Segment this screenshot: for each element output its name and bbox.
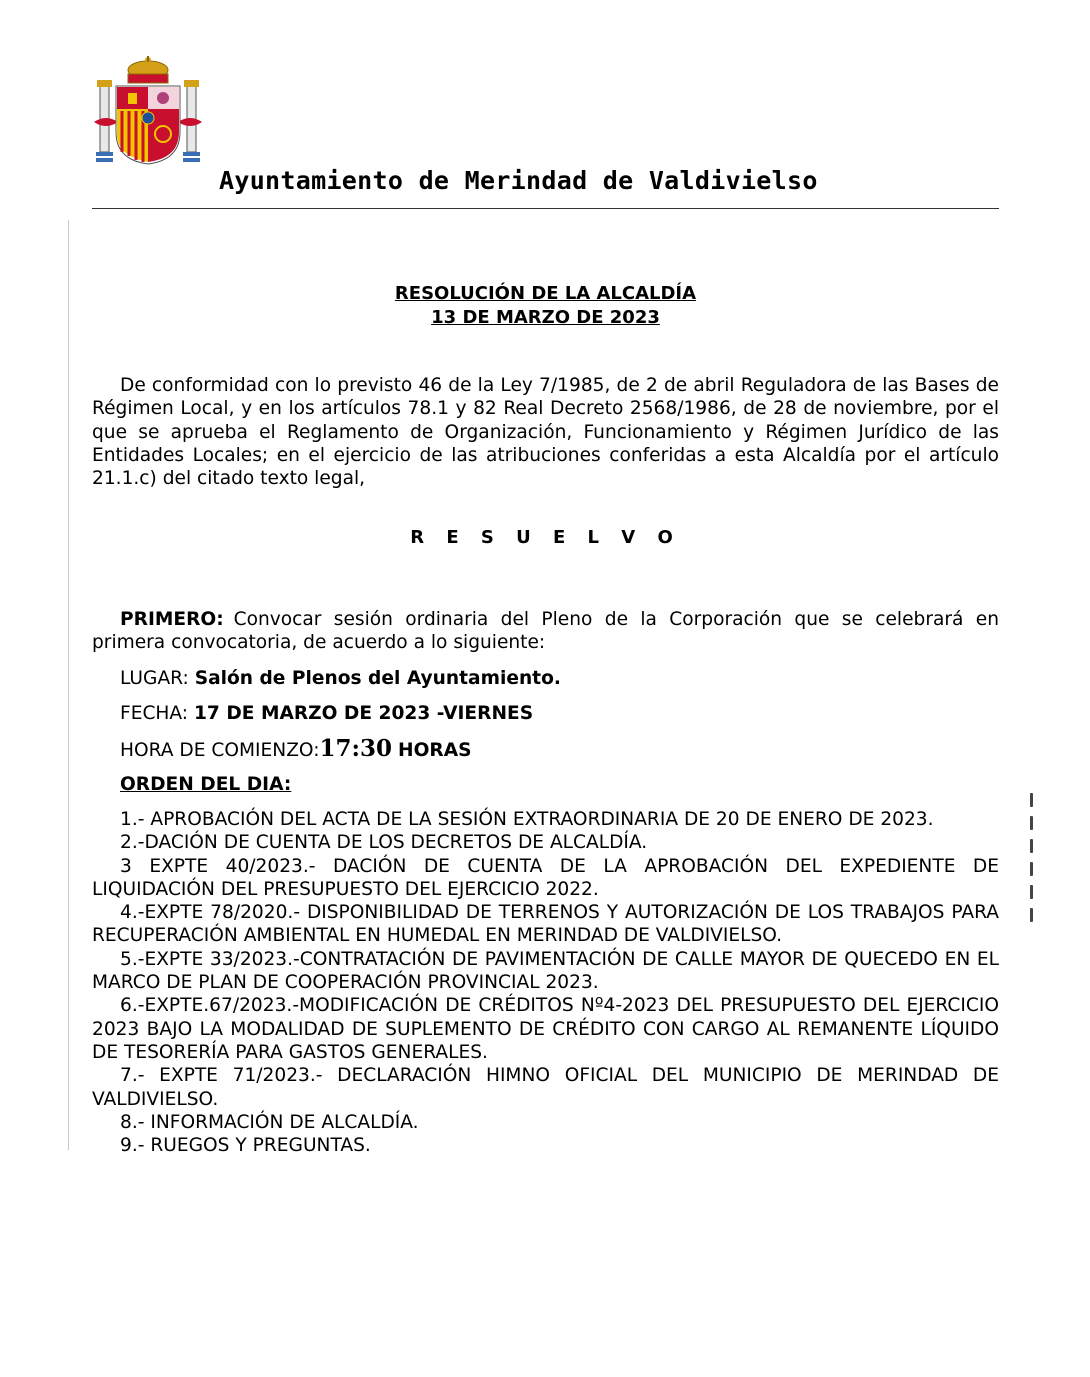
intro-text: De conformidad con lo previsto 46 de la Ley 7/1985, de 2 de abril Reguladora de las Bases de Régimen Local, y en los artículos 78.1 y 82 Real Decreto 2568/1986, de 28 de noviembre, por el que se aprueba el Reglamento de Organización, Funcionamiento y Régimen Jurídico de las Entidades Locales; en el ejercicio de las atribuciones conferidas a esta Alcaldía por el artículo 21.1.c) del citado texto legal, xyxy=(92,375,999,490)
fecha-label: FECHA: xyxy=(120,703,194,724)
resuelvo-heading: R E S U E L V O xyxy=(410,527,681,548)
agenda-item: 6.-EXPTE.67/2023.-MODIFICACIÓN DE CRÉDITOS Nº4-2023 DEL PRESUPUESTO DEL EJERCICIO 2023 BAJO LA MODALIDAD DE SUPLEMENTO DE CRÉDITO CON CARGO AL REMANENTE LÍQUIDO DE TESORERÍA PARA GASTOS GENERALES. xyxy=(92,995,999,1063)
hora-label: HORA DE COMIENZO: xyxy=(120,740,320,761)
agenda-list xyxy=(92,808,999,1157)
resolution-title xyxy=(92,282,999,330)
agenda-item: 4.-EXPTE 78/2020.- DISPONIBILIDAD DE TERRENOS Y AUTORIZACIÓN DE LOS TRABAJOS PARA RECUPERACIÓN AMBIENTAL EN HUMEDAL EN MERINDAD DE VALDIVIELSO. xyxy=(92,902,999,947)
intro-paragraph xyxy=(92,374,999,490)
primero-text: Convocar sesión ordinaria del Pleno de la Corporación que se celebrará en primera convocatoria, de acuerdo a lo siguiente: xyxy=(92,609,999,654)
agenda-item: 5.-EXPTE 33/2023.-CONTRATACIÓN DE PAVIMENTACIÓN DE CALLE MAYOR DE QUECEDO EN EL MARCO DE PLAN DE COOPERACIÓN PROVINCIAL 2023. xyxy=(92,948,999,994)
lugar-label: LUGAR: xyxy=(120,668,195,689)
left-margin-line xyxy=(68,220,69,1150)
hora-value: 17:30 xyxy=(319,735,393,762)
agenda-item: 7.- EXPTE 71/2023.- DECLARACIÓN HIMNO OFICIAL DEL MUNICIPIO DE MERINDAD DE VALDIVIELSO. xyxy=(92,1065,999,1110)
agenda-item: 1.- APROBACIÓN DEL ACTA DE LA SESIÓN EXTRAORDINARIA DE 20 DE ENERO DE 2023. xyxy=(120,809,934,830)
primero-paragraph xyxy=(92,608,999,655)
primero-label: PRIMERO: xyxy=(120,609,224,630)
lugar-field xyxy=(120,667,561,690)
agenda-item: 2.-DACIÓN DE CUENTA DE LOS DECRETOS DE ALCALDÍA. xyxy=(120,832,648,854)
right-margin-mark xyxy=(1030,793,1036,931)
resolution-date: 13 DE MARZO DE 2023 xyxy=(431,307,660,328)
orden-del-dia-heading: ORDEN DEL DIA: xyxy=(120,774,292,795)
agenda-item: 9.- RUEGOS Y PREGUNTAS. xyxy=(120,1135,371,1157)
lugar-value: Salón de Plenos del Ayuntamiento. xyxy=(194,668,561,689)
agenda-item: 3 EXPTE 40/2023.- DACIÓN DE CUENTA DE LA APROBACIÓN DEL EXPEDIENTE DE LIQUIDACIÓN DEL PRESUPUESTO DEL EJERCICIO 2022. xyxy=(92,855,999,900)
resolution-title-line1: RESOLUCIÓN DE LA ALCALDÍA xyxy=(394,283,697,304)
agenda-item: 8.- INFORMACIÓN DE ALCALDÍA. xyxy=(120,1111,419,1133)
hora-field xyxy=(120,737,472,762)
fecha-field xyxy=(120,702,533,725)
spain-coat-of-arms-icon xyxy=(92,56,204,168)
hora-unit: HORAS xyxy=(398,740,472,761)
organization-name: Ayuntamiento de Merindad de Valdivielso xyxy=(219,166,818,195)
fecha-value: 17 DE MARZO DE 2023 -VIERNES xyxy=(193,703,534,724)
header-divider xyxy=(92,208,999,209)
